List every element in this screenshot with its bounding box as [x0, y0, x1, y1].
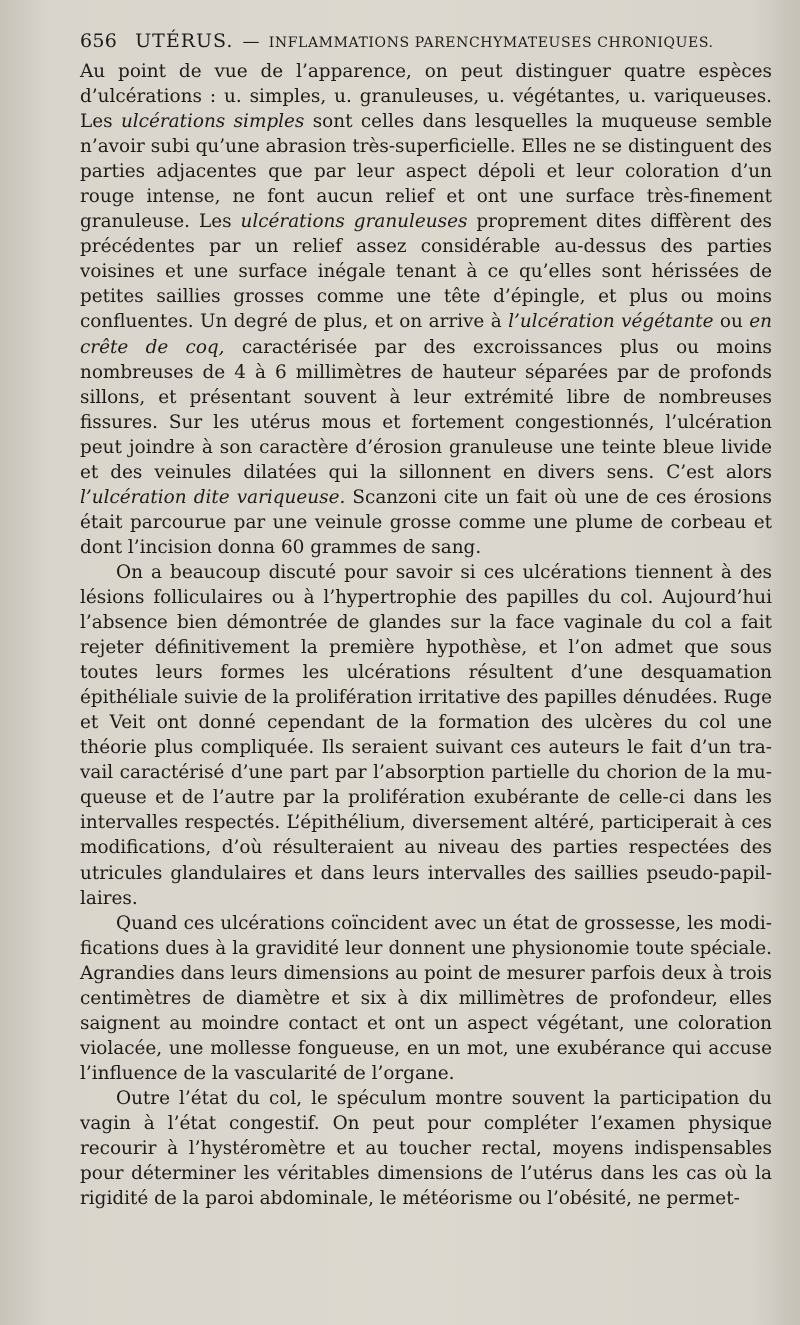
text-segment: On a beaucoup discuté pour savoir si ces ulcérations tiennent à des lésions folliculaires ou à l’hypertrophie des papilles du col. Aujourd’hui l’absence bien démontrée de glandes sur la face vaginale du col a fait rejeter définitivement la première hypothèse, et l’on admet que sous toutes leurs formes les ulcérations résultent d’une desquamation épithéliale suivie de la prolifération irritative des papilles dénudées. Ruge et Veit ont donné cependant de la formation des ulcères du col une théorie plus compliquée. Ils seraient suivant ces auteurs le fait d’un travail caractérisé d’une part par l’absorption partielle du chorion de la muqueuse et de l’autre par la prolifération exubérante de celle-ci dans les intervalles respectés. L’épithélium, diversement altéré, participerait à ces modifications, d’où résulteraient au niveau des parties respectées des utricules glandulaires et dans leurs intervalles des saillies pseudo-papillaires.	[80, 561, 772, 909]
paragraph	[80, 560, 772, 911]
text-segment: Outre l’état du col, le spéculum montre souvent la participation du vagin à l’état congestif. On peut pour compléter l’examen physique recourir à l’hystéromètre et au toucher rectal, moyens indispensables pour déterminer les véritables dimensions de l’utérus dans les cas où la rigidité de la paroi abdominale, le météorisme ou l’obésité, ne permet-	[80, 1087, 772, 1210]
paragraph	[80, 1086, 772, 1211]
paragraph	[80, 911, 772, 1086]
paragraph	[80, 59, 772, 560]
body-text	[80, 59, 772, 1211]
text-segment: Scanzoni cite un fait où une de ces érosions était parcourue par une veinule grosse comme une plume de corbeau et dont l’incision donna 60 grammes de sang.	[80, 486, 772, 558]
italic-term: ulcérations granuleuses	[240, 211, 468, 233]
text-segment: caractérisée par des excroissances plus ou moins nombreuses de 4 à 6 millimètres de hauteur séparées par de profonds sillons, et présentant souvent à leur extrémité libre de nombreuses fissures. Sur les utérus mous et fortement congestionnés, l’ulcération peut joindre à son caractère d’érosion granuleuse une teinte bleue livide et des veinules dilatées qui la sillonnent en divers sens. C’est alors	[80, 336, 772, 483]
text-segment: proprement dites diffèrent des précédentes par un relief assez considérable au-dessus des parties voisines et une surface inégale tenant à ce qu’elles sont hérissées de petites saillies grosses comme une tête d’épingle, et plus ou moins confluentes. Un degré de plus, et on arrive à	[80, 211, 772, 333]
running-dash: —	[242, 32, 260, 52]
running-subtitle: INFLAMMATIONS PARENCHYMATEUSES CHRONIQUES.	[268, 35, 714, 51]
italic-term: en crête de coq,	[80, 311, 772, 358]
italic-term: l’ulcération dite variqueuse.	[80, 486, 346, 508]
italic-term: l’ulcération végétante	[508, 311, 714, 333]
text-segment: ou	[713, 311, 750, 333]
italic-term: ulcérations simples	[120, 111, 305, 133]
text-segment: sont celles dans lesquelles la muqueuse semble n’avoir subi qu’une abrasion très-superficielle. Elles ne se distinguent des parties adjacentes que par leur aspect dépoli et leur coloration d’un rouge intense, ne font aucun relief et ont une surface très-finement granuleuse. Les	[80, 111, 772, 233]
text-segment: Quand ces ulcérations coïncident avec un état de grossesse, les modifications dues à la gravidité leur donnent une physionomie toute spéciale. Agrandies dans leurs dimensions au point de mesurer parfois deux à trois centimètres de diamètre et six à dix millimètres de profondeur, elles saignent au moindre contact et ont un aspect végétant, une coloration violacée, une mollesse fongueuse, en un mot, une exubérance qui accuse l’influence de la vascularité de l’organe.	[80, 912, 772, 1084]
running-header	[80, 30, 772, 52]
running-title: UTÉRUS.	[135, 30, 234, 52]
text-segment: Au point de vue de l’apparence, on peut distinguer quatre espèces d’ulcérations : u. simples, u. granuleuses, u. végétantes, u. variqueuses. Les	[80, 61, 772, 133]
page-number: 656	[80, 30, 118, 52]
